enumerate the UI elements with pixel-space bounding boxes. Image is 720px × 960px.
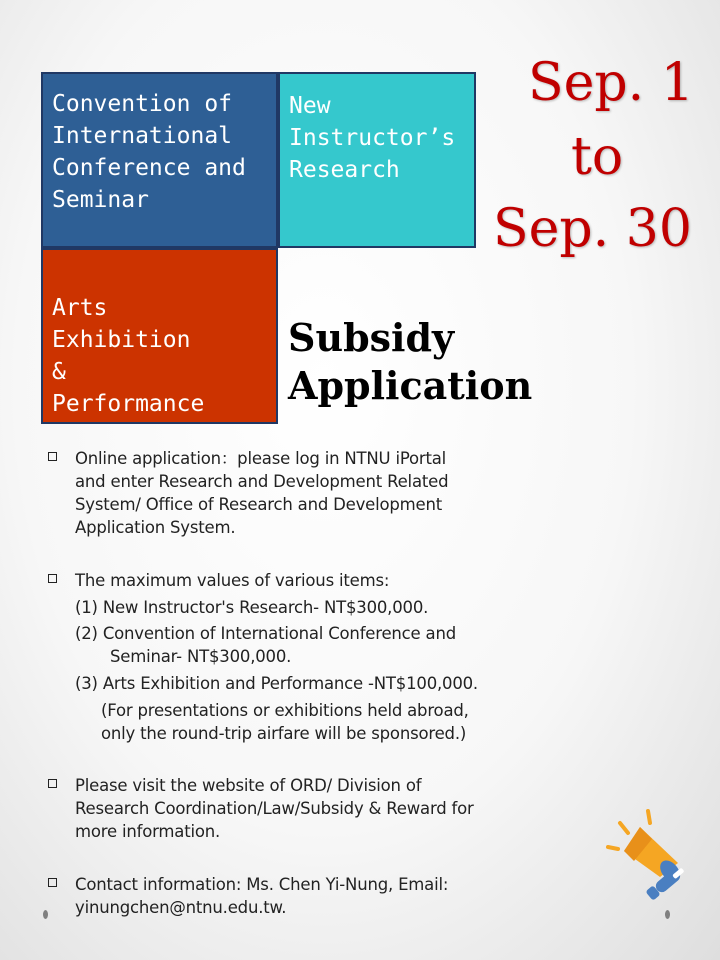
contact-email-line: yinungchen@ntnu.edu.tw.: [75, 898, 287, 917]
decorative-dot: [43, 910, 48, 919]
online-application-line: Application System.: [75, 518, 236, 537]
website-info-line: more information.: [75, 822, 221, 841]
max-value-item: (2) Convention of International Conference and: [75, 624, 456, 643]
bullet-marker: [48, 574, 57, 583]
date-to: to: [571, 127, 624, 187]
date-end: Sep. 30: [493, 199, 692, 259]
date-start: Sep. 1: [528, 53, 694, 113]
max-value-note: only the round-trip airfare will be sponsored.): [101, 724, 467, 743]
online-application-line: and enter Research and Development Related: [75, 472, 449, 491]
max-value-note: (For presentations or exhibitions held abroad,: [101, 701, 469, 720]
decorative-dot: [665, 910, 670, 919]
max-value-item: (1) New Instructor's Research- NT$300,000.: [75, 598, 429, 617]
contact-info-line: Contact information: Ms. Chen Yi-Nung, Email:: [75, 875, 449, 894]
page-title-line-2: Application: [288, 363, 533, 408]
website-info-line: Please visit the website of ORD/ Division of: [75, 776, 422, 795]
page-title-line-1: Subsidy: [288, 315, 455, 360]
online-application-line: System/ Office of Research and Development: [75, 495, 443, 514]
tile-new-instructor-research: New Instructor’s Research: [278, 72, 476, 248]
bullet-marker: [48, 452, 57, 461]
max-value-item: (3) Arts Exhibition and Performance -NT$100,000.: [75, 674, 478, 693]
tile-arts-exhibition: Arts Exhibition & Performance: [41, 248, 278, 424]
bullet-marker: [48, 779, 57, 788]
bullet-marker: [48, 878, 57, 887]
online-application-line: Online application：please log in NTNU iPortal: [75, 449, 447, 468]
megaphone-icon: [600, 805, 700, 905]
website-info-line: Research Coordination/Law/Subsidy & Reward for: [75, 799, 474, 818]
tile-convention-seminar: Convention of International Conference and Seminar: [41, 72, 278, 248]
max-values-intro: The maximum values of various items:: [75, 571, 390, 590]
max-value-item: Seminar- NT$300,000.: [110, 647, 292, 666]
